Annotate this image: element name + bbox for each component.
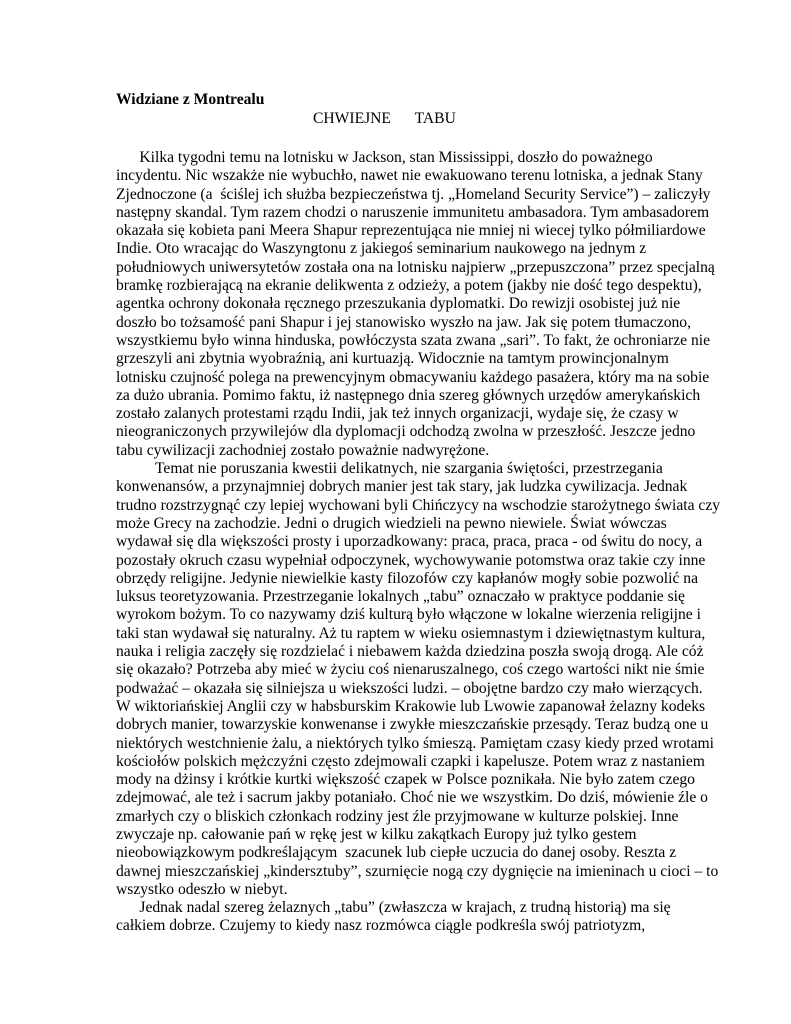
text-line: lotnisku czujność polega na prewencyjnym obmacywaniu każdego pasażera, który ma na sobie — [116, 368, 710, 386]
text-line: za dużo ubrania. Pomimo faktu, iż następnego dnia szereg głównych urzędów amerykańskich — [116, 386, 701, 404]
text-line: pozostały okruch czasu wypełniał odpoczynek, wychowywanie potomstwa oraz takie czy inne — [116, 551, 706, 569]
text-line: zwyczaje np. całowanie pań w rękę jest w kilku zakątkach Europy już tylko gestem — [116, 825, 637, 843]
text-line: dobrych manier, towarzyskie konwenanse i zwykłe mieszczańskie przesądy. Teraz budzą one u — [116, 716, 709, 734]
text-line: nieograniczonych przywilejów dla dyplomacji odchodzą zwolna w przeszłość. Jeszcze jedno — [116, 423, 696, 441]
text-line: mody na dżinsy i krótkie kurtki większość czapek w Polsce poznikała. Nie było zatem czego — [116, 771, 695, 789]
text-line: tabu cywilizacji zachodniej zostało poważnie nadwyrężone. — [116, 441, 490, 459]
text-line: nieobowiązkowym podkreślającym szacunek lub ciepłe uczucia do danej osoby. Reszta z — [116, 844, 677, 862]
text-line: bramkę rozbierającą na ekranie delikwenta z odzieży, a potem (jakby nie dość tego despektu), — [116, 277, 702, 295]
text-line: wszystkiemu było winna hinduska, powłóczysta szata zwana „sari”. To fakt, że ochroniarze nie — [116, 331, 711, 349]
column-heading: Widziane z Montrealu — [116, 91, 265, 108]
text-line: wszystko odeszło w niebyt. — [116, 880, 288, 898]
text-line: podważać – okazała się silniejsza u wiekszości ludzi. – obojętne bardzo czy mało wierzących. — [116, 679, 703, 697]
article-body — [116, 149, 736, 936]
text-line: Kilka tygodni temu na lotnisku w Jackson, stan Mississippi, doszło do poważnego — [116, 149, 653, 166]
text-line: wydawał się dla większości prosty i uporzadkowany: praca, praca, praca - od świtu do nocy, a — [116, 533, 703, 551]
text-line: agentka ochrony dokonała ręcznego przeszukania dyplomatki. Do rewizji osobistej już nie — [116, 295, 681, 313]
text-line: Temat nie poruszania kwestii delikatnych, nie szargania świętości, przestrzegania — [116, 460, 663, 478]
text-line: Zjednoczone (a ściślej ich służba bezpieczeństwa tj. „Homeland Security Service”) – zaliczyły — [116, 185, 711, 203]
text-line: okazała się kobieta pani Meera Shapur reprezentująca nie mniej ni wiecej tylko półmiliardowe — [116, 222, 706, 240]
text-line: zmarłych czy o bliskich członkach rodziny jest źle przyjmowane w kulturze polskiej. Inne — [116, 807, 679, 825]
text-line: Indie. Oto wracając do Waszyngtonu z jakiegoś seminarium naukowego na jednym z — [116, 240, 647, 258]
text-line: niektórych westchnienie żalu, a niektórych tylko śmieszą. Pamiętam czasy kiedy przed wrotami — [116, 734, 714, 752]
text-line: obrzędy religijne. Jedynie niewielkie kasty filozofów czy kapłanów mogły sobie pozwolić na — [116, 569, 698, 587]
text-line: może Grecy na zachodzie. Jedni o drugich wiedzieli na pewno niewiele. Świat wówczas — [116, 514, 667, 532]
text-line: luksus teoretyzowania. Przestrzeganie lokalnych „tabu” oznaczało w praktyce poddanie się — [116, 588, 685, 606]
text-line: taki stan wydawał się naturalny. Aż tu raptem w wieku osiemnastym i dziewiętnastym kultura, — [116, 624, 706, 642]
text-line: doszło bo tożsamość pani Shapur i jej stanowisko wyszło na jaw. Jak się potem tłumaczono, — [116, 313, 691, 331]
text-line: konwenansów, a przynajmniej dobrych manier jest tak stary, jak ludzka cywilizacja. Jednak — [116, 478, 688, 496]
text-line: wyrokom bożym. To co nazywamy dziś kulturą było włączone w lokalne wierzenia religijne i — [116, 606, 701, 624]
text-line: południowych uniwersytetów została ona na lotnisku najpierw „przepuszczona” przez specjalną — [116, 258, 715, 276]
text-line: całkiem dobrze. Czujemy to kiedy nasz rozmówca ciągle podkreśla swój patriotyzm, — [116, 917, 646, 935]
text-line: dawnej mieszczańskiej „kindersztuby”, szurnięcie nogą czy dygnięcie na imieninach u cioci – to — [116, 862, 719, 880]
text-line: trudno rozstrzygnąć czy lepiej wychowani byli Chińczycy na wschodzie starożytnego świata czy — [116, 496, 721, 514]
text-line: kościołów polskich mężczyźni często zdejmowali czapki i kapelusze. Potem wraz z nastaniem — [116, 752, 705, 770]
article-title: CHWIEJNE TABU — [313, 110, 456, 127]
text-line: zostało zalanych protestami rządu Indii, jak też innych organizacji, wydaje się, że czasy w — [116, 405, 679, 423]
text-line: grzeszyli ani zbytnia wyobraźnią, ani kurtuazją. Widocznie na tamtym prowincjonalnym — [116, 350, 669, 368]
text-line: następny skandal. Tym razem chodzi o naruszenie immunitetu ambasadora. Tym ambasadorem — [116, 203, 710, 221]
text-line: nauka i religia zaczęły się rozdzielać i niebawem każda dziedzina poszła swoją drogą. Ale cóż — [116, 643, 704, 661]
text-line: W wiktoriańskiej Anglii czy w habsburskim Krakowie lub Lwowie zapanował żelazny kodeks — [116, 697, 706, 715]
text-line: Jednak nadal szereg żelaznych „tabu” (zwłaszcza w krajach, z trudną historią) ma się — [116, 899, 671, 917]
text-line: się okazało? Potrzeba aby mieć w życiu coś nienaruszalnego, coś czego wartości nikt nie śmie — [116, 661, 705, 679]
text-line: zdejmować, ale też i sacrum jakby potaniało. Choć nie we wszystkim. Do dziś, mówienie źle o — [116, 789, 708, 807]
text-line: incydentu. Nic wszakże nie wybuchło, nawet nie ewakuowano terenu lotniska, a jednak Stany — [116, 167, 703, 185]
